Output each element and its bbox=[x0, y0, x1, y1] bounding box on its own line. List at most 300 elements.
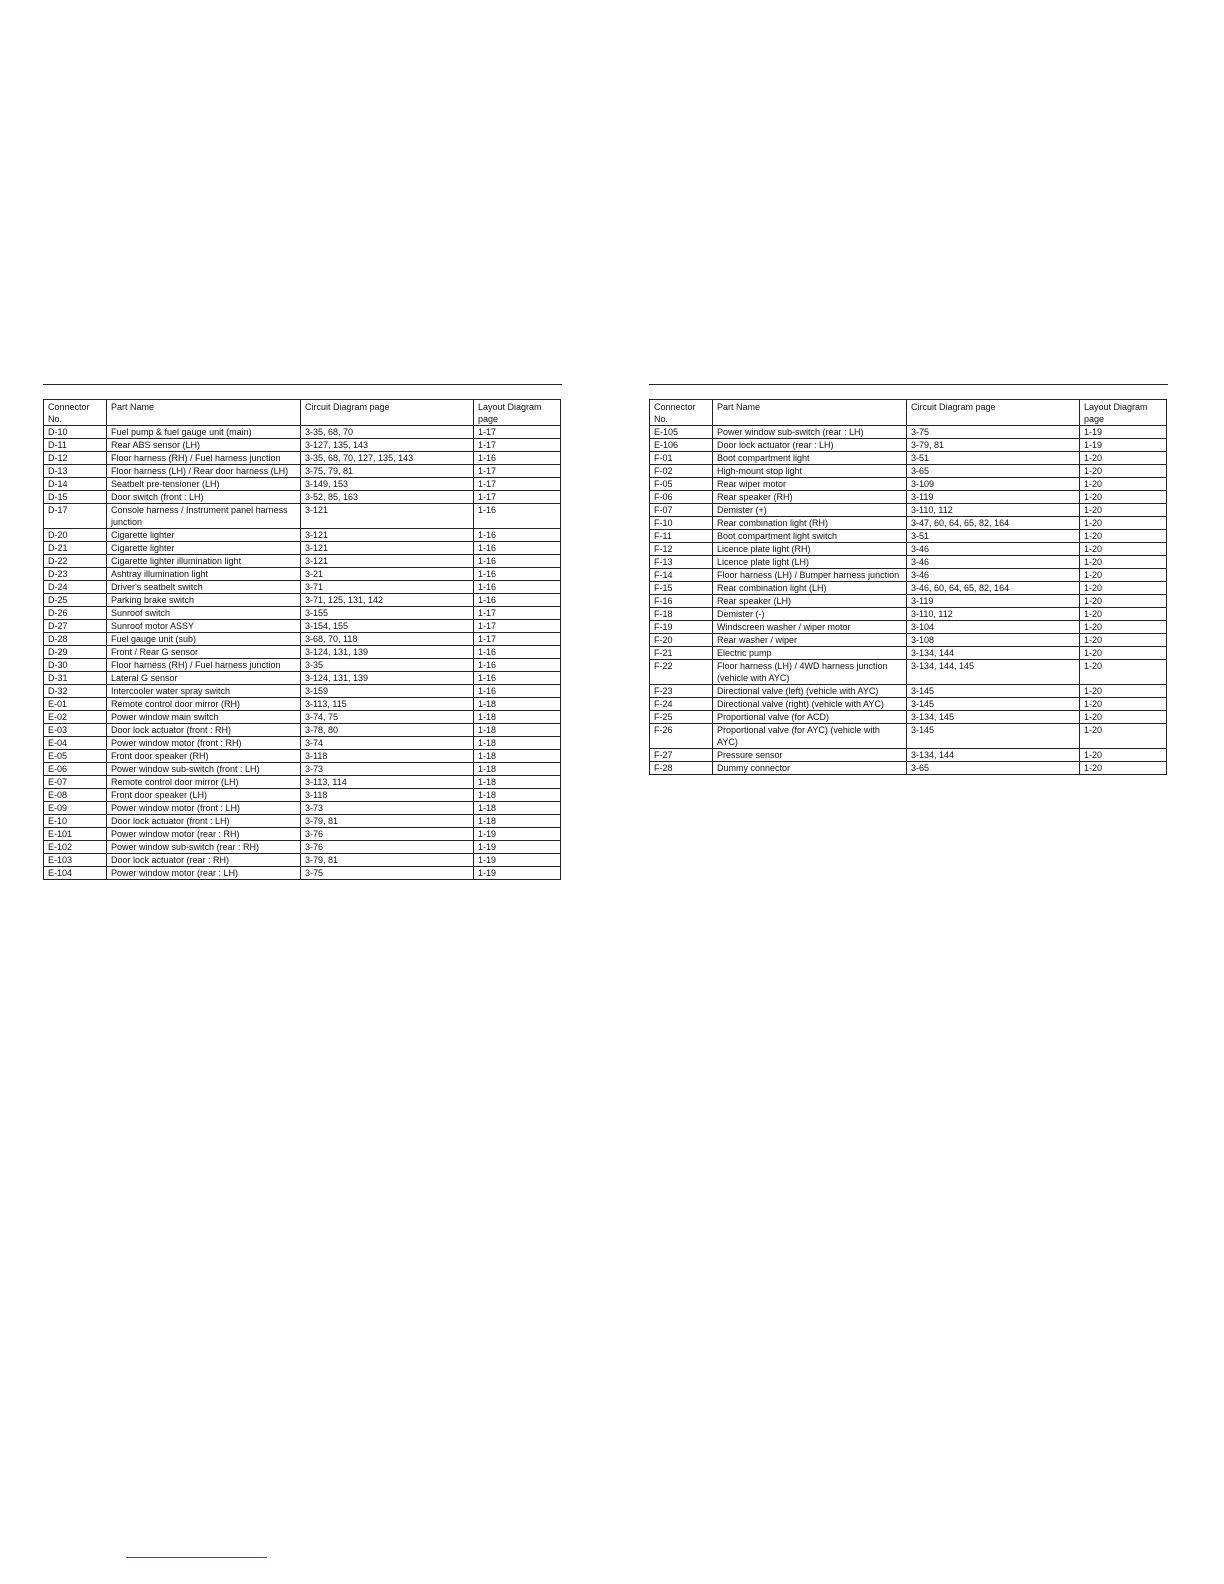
header-part-name: Part Name bbox=[713, 400, 907, 426]
layout-diagram-page-cell: 1-20 bbox=[1080, 749, 1167, 762]
circuit-diagram-page-cell: 3-155 bbox=[301, 607, 474, 620]
layout-diagram-page-cell: 1-19 bbox=[474, 841, 561, 854]
circuit-diagram-page-cell: 3-134, 144, 145 bbox=[907, 660, 1080, 685]
header-part-name: Part Name bbox=[107, 400, 301, 426]
connector-no-cell: F-14 bbox=[650, 569, 713, 582]
layout-diagram-page-cell: 1-19 bbox=[474, 828, 561, 841]
part-name-cell: Windscreen washer / wiper motor bbox=[713, 621, 907, 634]
connector-no-cell: F-23 bbox=[650, 685, 713, 698]
layout-diagram-page-cell: 1-18 bbox=[474, 711, 561, 724]
part-name-cell: Door lock actuator (rear : LH) bbox=[713, 439, 907, 452]
connector-no-cell: F-20 bbox=[650, 634, 713, 647]
connector-no-cell: F-15 bbox=[650, 582, 713, 595]
part-name-cell: Proportional valve (for ACD) bbox=[713, 711, 907, 724]
part-name-cell: Power window motor (front : RH) bbox=[107, 737, 301, 750]
circuit-diagram-page-cell: 3-134, 145 bbox=[907, 711, 1080, 724]
connector-no-cell: F-16 bbox=[650, 595, 713, 608]
part-name-cell: Door lock actuator (front : RH) bbox=[107, 724, 301, 737]
part-name-cell: Parking brake switch bbox=[107, 594, 301, 607]
connector-no-cell: E-04 bbox=[44, 737, 107, 750]
connector-no-cell: F-22 bbox=[650, 660, 713, 685]
header-layout-diagram-page: Layout Diagram page bbox=[474, 400, 561, 426]
circuit-diagram-page-cell: 3-124, 131, 139 bbox=[301, 646, 474, 659]
part-name-cell: Licence plate light (LH) bbox=[713, 556, 907, 569]
connector-no-cell: D-13 bbox=[44, 465, 107, 478]
footer-link-underline[interactable] bbox=[126, 1557, 267, 1558]
layout-diagram-page-cell: 1-20 bbox=[1080, 556, 1167, 569]
connector-no-cell: E-06 bbox=[44, 763, 107, 776]
table-row bbox=[44, 685, 561, 698]
part-name-cell: Rear wiper motor bbox=[713, 478, 907, 491]
circuit-diagram-page-cell: 3-79, 81 bbox=[301, 815, 474, 828]
table-row bbox=[650, 595, 1167, 608]
circuit-diagram-page-cell: 3-149, 153 bbox=[301, 478, 474, 491]
connector-no-cell: D-22 bbox=[44, 555, 107, 568]
part-name-cell: Front door speaker (RH) bbox=[107, 750, 301, 763]
table-row bbox=[44, 568, 561, 581]
part-name-cell: Power window motor (rear : LH) bbox=[107, 867, 301, 880]
part-name-cell: Rear combination light (LH) bbox=[713, 582, 907, 595]
circuit-diagram-page-cell: 3-109 bbox=[907, 478, 1080, 491]
header-circuit-diagram-page: Circuit Diagram page bbox=[301, 400, 474, 426]
circuit-diagram-page-cell: 3-121 bbox=[301, 529, 474, 542]
circuit-diagram-page-cell: 3-35 bbox=[301, 659, 474, 672]
table-header-row bbox=[650, 400, 1167, 426]
table-row bbox=[44, 802, 561, 815]
table-row bbox=[44, 478, 561, 491]
connector-no-cell: F-24 bbox=[650, 698, 713, 711]
header-layout-diagram-page: Layout Diagram page bbox=[1080, 400, 1167, 426]
part-name-cell: Cigarette lighter bbox=[107, 529, 301, 542]
connector-no-cell: F-12 bbox=[650, 543, 713, 556]
table-row bbox=[44, 504, 561, 529]
part-name-cell: Proportional valve (for AYC) (vehicle with AYC) bbox=[713, 724, 907, 749]
layout-diagram-page-cell: 1-20 bbox=[1080, 685, 1167, 698]
layout-diagram-page-cell: 1-20 bbox=[1080, 517, 1167, 530]
connector-no-cell: E-09 bbox=[44, 802, 107, 815]
table-row bbox=[44, 854, 561, 867]
connector-no-cell: F-18 bbox=[650, 608, 713, 621]
layout-diagram-page-cell: 1-18 bbox=[474, 802, 561, 815]
part-name-cell: High-mount stop light bbox=[713, 465, 907, 478]
layout-diagram-page-cell: 1-16 bbox=[474, 685, 561, 698]
layout-diagram-page-cell: 1-18 bbox=[474, 737, 561, 750]
table-row bbox=[44, 594, 561, 607]
table-row bbox=[650, 491, 1167, 504]
layout-diagram-page-cell: 1-20 bbox=[1080, 724, 1167, 749]
layout-diagram-page-cell: 1-20 bbox=[1080, 634, 1167, 647]
circuit-diagram-page-cell: 3-75, 79, 81 bbox=[301, 465, 474, 478]
table-row bbox=[44, 542, 561, 555]
layout-diagram-page-cell: 1-17 bbox=[474, 633, 561, 646]
connector-no-cell: F-01 bbox=[650, 452, 713, 465]
layout-diagram-page-cell: 1-16 bbox=[474, 568, 561, 581]
connector-no-cell: F-26 bbox=[650, 724, 713, 749]
circuit-diagram-page-cell: 3-154, 155 bbox=[301, 620, 474, 633]
connector-no-cell: E-05 bbox=[44, 750, 107, 763]
part-name-cell: Front door speaker (LH) bbox=[107, 789, 301, 802]
part-name-cell: Intercooler water spray switch bbox=[107, 685, 301, 698]
connector-no-cell: D-25 bbox=[44, 594, 107, 607]
layout-diagram-page-cell: 1-16 bbox=[474, 452, 561, 465]
part-name-cell: Lateral G sensor bbox=[107, 672, 301, 685]
part-name-cell: Power window main switch bbox=[107, 711, 301, 724]
layout-diagram-page-cell: 1-18 bbox=[474, 698, 561, 711]
table-row bbox=[44, 439, 561, 452]
connector-no-cell: D-26 bbox=[44, 607, 107, 620]
table-row bbox=[44, 724, 561, 737]
table-row bbox=[650, 698, 1167, 711]
connector-no-cell: D-14 bbox=[44, 478, 107, 491]
part-name-cell: Directional valve (left) (vehicle with AYC) bbox=[713, 685, 907, 698]
layout-diagram-page-cell: 1-17 bbox=[474, 607, 561, 620]
table-row bbox=[44, 426, 561, 439]
part-name-cell: Cigarette lighter bbox=[107, 542, 301, 555]
part-name-cell: Floor harness (LH) / Rear door harness (LH) bbox=[107, 465, 301, 478]
layout-diagram-page-cell: 1-18 bbox=[474, 750, 561, 763]
layout-diagram-page-cell: 1-20 bbox=[1080, 582, 1167, 595]
table-row bbox=[650, 685, 1167, 698]
table-row bbox=[650, 634, 1167, 647]
circuit-diagram-page-cell: 3-71, 125, 131, 142 bbox=[301, 594, 474, 607]
part-name-cell: Power window sub-switch (front : LH) bbox=[107, 763, 301, 776]
part-name-cell: Rear washer / wiper bbox=[713, 634, 907, 647]
connector-no-cell: E-08 bbox=[44, 789, 107, 802]
table-row bbox=[650, 556, 1167, 569]
part-name-cell: Floor harness (RH) / Fuel harness junction bbox=[107, 452, 301, 465]
part-name-cell: Power window motor (rear : RH) bbox=[107, 828, 301, 841]
table-row bbox=[44, 776, 561, 789]
table-row bbox=[44, 465, 561, 478]
connector-no-cell: D-31 bbox=[44, 672, 107, 685]
table-row bbox=[44, 620, 561, 633]
circuit-diagram-page-cell: 3-104 bbox=[907, 621, 1080, 634]
circuit-diagram-page-cell: 3-47, 60, 64, 65, 82, 164 bbox=[907, 517, 1080, 530]
table-row bbox=[650, 608, 1167, 621]
connector-no-cell: E-104 bbox=[44, 867, 107, 880]
layout-diagram-page-cell: 1-20 bbox=[1080, 530, 1167, 543]
layout-diagram-page-cell: 1-16 bbox=[474, 529, 561, 542]
part-name-cell: Floor harness (RH) / Fuel harness junction bbox=[107, 659, 301, 672]
layout-diagram-page-cell: 1-19 bbox=[1080, 439, 1167, 452]
table-row bbox=[650, 749, 1167, 762]
part-name-cell: Sunroof switch bbox=[107, 607, 301, 620]
layout-diagram-page-cell: 1-20 bbox=[1080, 608, 1167, 621]
layout-diagram-page-cell: 1-16 bbox=[474, 594, 561, 607]
connector-no-cell: D-15 bbox=[44, 491, 107, 504]
part-name-cell: Console harness / Instrument panel harness junction bbox=[107, 504, 301, 529]
part-name-cell: Power window motor (front : LH) bbox=[107, 802, 301, 815]
circuit-diagram-page-cell: 3-76 bbox=[301, 828, 474, 841]
connector-no-cell: F-13 bbox=[650, 556, 713, 569]
table-row bbox=[650, 762, 1167, 775]
part-name-cell: Rear speaker (RH) bbox=[713, 491, 907, 504]
layout-diagram-page-cell: 1-18 bbox=[474, 815, 561, 828]
table-row bbox=[650, 621, 1167, 634]
circuit-diagram-page-cell: 3-79, 81 bbox=[301, 854, 474, 867]
circuit-diagram-page-cell: 3-134, 144 bbox=[907, 647, 1080, 660]
table-row bbox=[650, 569, 1167, 582]
connector-no-cell: F-07 bbox=[650, 504, 713, 517]
circuit-diagram-page-cell: 3-108 bbox=[907, 634, 1080, 647]
connector-no-cell: E-105 bbox=[650, 426, 713, 439]
table-header-row bbox=[44, 400, 561, 426]
part-name-cell: Power window sub-switch (rear : RH) bbox=[107, 841, 301, 854]
top-rule-right bbox=[649, 384, 1168, 385]
circuit-diagram-page-cell: 3-145 bbox=[907, 685, 1080, 698]
header-circuit-diagram-page: Circuit Diagram page bbox=[907, 400, 1080, 426]
connector-no-cell: F-06 bbox=[650, 491, 713, 504]
part-name-cell: Directional valve (right) (vehicle with AYC) bbox=[713, 698, 907, 711]
layout-diagram-page-cell: 1-16 bbox=[474, 504, 561, 529]
connector-no-cell: D-32 bbox=[44, 685, 107, 698]
circuit-diagram-page-cell: 3-124, 131, 139 bbox=[301, 672, 474, 685]
circuit-diagram-page-cell: 3-134, 144 bbox=[907, 749, 1080, 762]
layout-diagram-page-cell: 1-16 bbox=[474, 672, 561, 685]
connector-no-cell: D-27 bbox=[44, 620, 107, 633]
circuit-diagram-page-cell: 3-51 bbox=[907, 530, 1080, 543]
circuit-diagram-page-cell: 3-74 bbox=[301, 737, 474, 750]
connector-no-cell: F-21 bbox=[650, 647, 713, 660]
part-name-cell: Floor harness (LH) / Bumper harness junction bbox=[713, 569, 907, 582]
table-row bbox=[650, 530, 1167, 543]
layout-diagram-page-cell: 1-20 bbox=[1080, 595, 1167, 608]
layout-diagram-page-cell: 1-20 bbox=[1080, 762, 1167, 775]
circuit-diagram-page-cell: 3-52, 85, 163 bbox=[301, 491, 474, 504]
circuit-diagram-page-cell: 3-145 bbox=[907, 698, 1080, 711]
layout-diagram-page-cell: 1-20 bbox=[1080, 491, 1167, 504]
table-row bbox=[44, 633, 561, 646]
table-row bbox=[650, 711, 1167, 724]
circuit-diagram-page-cell: 3-73 bbox=[301, 763, 474, 776]
part-name-cell: Cigarette lighter illumination light bbox=[107, 555, 301, 568]
connector-no-cell: F-28 bbox=[650, 762, 713, 775]
layout-diagram-page-cell: 1-17 bbox=[474, 491, 561, 504]
connector-no-cell: D-30 bbox=[44, 659, 107, 672]
part-name-cell: Licence plate light (RH) bbox=[713, 543, 907, 556]
connector-no-cell: D-12 bbox=[44, 452, 107, 465]
connector-no-cell: F-19 bbox=[650, 621, 713, 634]
part-name-cell: Sunroof motor ASSY bbox=[107, 620, 301, 633]
header-connector-no: Connector No. bbox=[650, 400, 713, 426]
circuit-diagram-page-cell: 3-110, 112 bbox=[907, 504, 1080, 517]
circuit-diagram-page-cell: 3-110, 112 bbox=[907, 608, 1080, 621]
table-row bbox=[650, 439, 1167, 452]
layout-diagram-page-cell: 1-19 bbox=[1080, 426, 1167, 439]
circuit-diagram-page-cell: 3-71 bbox=[301, 581, 474, 594]
table-row bbox=[650, 647, 1167, 660]
layout-diagram-page-cell: 1-18 bbox=[474, 789, 561, 802]
table-row bbox=[44, 841, 561, 854]
circuit-diagram-page-cell: 3-76 bbox=[301, 841, 474, 854]
table-row bbox=[44, 646, 561, 659]
connector-no-cell: E-103 bbox=[44, 854, 107, 867]
circuit-diagram-page-cell: 3-65 bbox=[907, 762, 1080, 775]
layout-diagram-page-cell: 1-17 bbox=[474, 439, 561, 452]
circuit-diagram-page-cell: 3-46, 60, 64, 65, 82, 164 bbox=[907, 582, 1080, 595]
layout-diagram-page-cell: 1-16 bbox=[474, 542, 561, 555]
layout-diagram-page-cell: 1-16 bbox=[474, 555, 561, 568]
part-name-cell: Rear ABS sensor (LH) bbox=[107, 439, 301, 452]
circuit-diagram-page-cell: 3-46 bbox=[907, 569, 1080, 582]
connector-no-cell: F-05 bbox=[650, 478, 713, 491]
layout-diagram-page-cell: 1-18 bbox=[474, 776, 561, 789]
table-row bbox=[44, 763, 561, 776]
layout-diagram-page-cell: 1-18 bbox=[474, 763, 561, 776]
table-row bbox=[44, 750, 561, 763]
connector-no-cell: F-25 bbox=[650, 711, 713, 724]
connector-table-right bbox=[649, 399, 1167, 775]
connector-no-cell: F-11 bbox=[650, 530, 713, 543]
circuit-diagram-page-cell: 3-75 bbox=[907, 426, 1080, 439]
layout-diagram-page-cell: 1-19 bbox=[474, 854, 561, 867]
connector-no-cell: E-03 bbox=[44, 724, 107, 737]
circuit-diagram-page-cell: 3-159 bbox=[301, 685, 474, 698]
layout-diagram-page-cell: 1-20 bbox=[1080, 660, 1167, 685]
table-row bbox=[650, 478, 1167, 491]
layout-diagram-page-cell: 1-20 bbox=[1080, 478, 1167, 491]
circuit-diagram-page-cell: 3-35, 68, 70, 127, 135, 143 bbox=[301, 452, 474, 465]
connector-no-cell: D-10 bbox=[44, 426, 107, 439]
layout-diagram-page-cell: 1-17 bbox=[474, 620, 561, 633]
circuit-diagram-page-cell: 3-74, 75 bbox=[301, 711, 474, 724]
part-name-cell: Rear combination light (RH) bbox=[713, 517, 907, 530]
circuit-diagram-page-cell: 3-121 bbox=[301, 542, 474, 555]
circuit-diagram-page-cell: 3-145 bbox=[907, 724, 1080, 749]
circuit-diagram-page-cell: 3-51 bbox=[907, 452, 1080, 465]
table-row bbox=[650, 504, 1167, 517]
circuit-diagram-page-cell: 3-113, 114 bbox=[301, 776, 474, 789]
circuit-diagram-page-cell: 3-46 bbox=[907, 556, 1080, 569]
connector-no-cell: F-27 bbox=[650, 749, 713, 762]
connector-no-cell: D-28 bbox=[44, 633, 107, 646]
table-row bbox=[44, 529, 561, 542]
layout-diagram-page-cell: 1-20 bbox=[1080, 647, 1167, 660]
layout-diagram-page-cell: 1-17 bbox=[474, 478, 561, 491]
part-name-cell: Fuel gauge unit (sub) bbox=[107, 633, 301, 646]
table-row bbox=[44, 581, 561, 594]
part-name-cell: Boot compartment light bbox=[713, 452, 907, 465]
connector-no-cell: E-02 bbox=[44, 711, 107, 724]
circuit-diagram-page-cell: 3-127, 135, 143 bbox=[301, 439, 474, 452]
layout-diagram-page-cell: 1-16 bbox=[474, 646, 561, 659]
circuit-diagram-page-cell: 3-118 bbox=[301, 789, 474, 802]
connector-no-cell: D-21 bbox=[44, 542, 107, 555]
table-row bbox=[650, 724, 1167, 749]
connector-no-cell: E-10 bbox=[44, 815, 107, 828]
table-row bbox=[44, 867, 561, 880]
table-row bbox=[650, 582, 1167, 595]
part-name-cell: Remote control door mirror (RH) bbox=[107, 698, 301, 711]
circuit-diagram-page-cell: 3-65 bbox=[907, 465, 1080, 478]
table-row bbox=[44, 737, 561, 750]
table-row bbox=[44, 711, 561, 724]
table-row bbox=[44, 659, 561, 672]
table-row bbox=[650, 426, 1167, 439]
connector-no-cell: E-101 bbox=[44, 828, 107, 841]
part-name-cell: Front / Rear G sensor bbox=[107, 646, 301, 659]
table-row bbox=[44, 607, 561, 620]
table-row bbox=[44, 672, 561, 685]
connector-no-cell: D-29 bbox=[44, 646, 107, 659]
part-name-cell: Demister (+) bbox=[713, 504, 907, 517]
connector-no-cell: E-102 bbox=[44, 841, 107, 854]
connector-no-cell: E-106 bbox=[650, 439, 713, 452]
circuit-diagram-page-cell: 3-46 bbox=[907, 543, 1080, 556]
part-name-cell: Fuel pump & fuel gauge unit (main) bbox=[107, 426, 301, 439]
circuit-diagram-page-cell: 3-121 bbox=[301, 504, 474, 529]
connector-no-cell: D-17 bbox=[44, 504, 107, 529]
part-name-cell: Seatbelt pre-tensioner (LH) bbox=[107, 478, 301, 491]
circuit-diagram-page-cell: 3-118 bbox=[301, 750, 474, 763]
part-name-cell: Ashtray illumination light bbox=[107, 568, 301, 581]
table-row bbox=[650, 465, 1167, 478]
circuit-diagram-page-cell: 3-121 bbox=[301, 555, 474, 568]
top-rule-left bbox=[43, 384, 562, 385]
part-name-cell: Door lock actuator (rear : RH) bbox=[107, 854, 301, 867]
circuit-diagram-page-cell: 3-68, 70, 118 bbox=[301, 633, 474, 646]
layout-diagram-page-cell: 1-20 bbox=[1080, 621, 1167, 634]
layout-diagram-page-cell: 1-20 bbox=[1080, 504, 1167, 517]
part-name-cell: Power window sub-switch (rear : LH) bbox=[713, 426, 907, 439]
part-name-cell: Door lock actuator (front : LH) bbox=[107, 815, 301, 828]
table-row bbox=[650, 517, 1167, 530]
layout-diagram-page-cell: 1-16 bbox=[474, 659, 561, 672]
circuit-diagram-page-cell: 3-79, 81 bbox=[907, 439, 1080, 452]
circuit-diagram-page-cell: 3-119 bbox=[907, 595, 1080, 608]
connector-no-cell: D-11 bbox=[44, 439, 107, 452]
circuit-diagram-page-cell: 3-119 bbox=[907, 491, 1080, 504]
layout-diagram-page-cell: 1-17 bbox=[474, 465, 561, 478]
layout-diagram-page-cell: 1-20 bbox=[1080, 452, 1167, 465]
header-connector-no: Connector No. bbox=[44, 400, 107, 426]
part-name-cell: Door switch (front : LH) bbox=[107, 491, 301, 504]
table-row bbox=[44, 828, 561, 841]
connector-no-cell: E-07 bbox=[44, 776, 107, 789]
part-name-cell: Electric pump bbox=[713, 647, 907, 660]
table-row bbox=[44, 789, 561, 802]
table-row bbox=[44, 698, 561, 711]
layout-diagram-page-cell: 1-20 bbox=[1080, 465, 1167, 478]
part-name-cell: Boot compartment light switch bbox=[713, 530, 907, 543]
table-row bbox=[650, 452, 1167, 465]
layout-diagram-page-cell: 1-20 bbox=[1080, 698, 1167, 711]
layout-diagram-page-cell: 1-17 bbox=[474, 426, 561, 439]
part-name-cell: Dummy connector bbox=[713, 762, 907, 775]
connector-no-cell: D-24 bbox=[44, 581, 107, 594]
connector-table-left bbox=[43, 399, 561, 880]
table-row bbox=[44, 452, 561, 465]
layout-diagram-page-cell: 1-20 bbox=[1080, 543, 1167, 556]
part-name-cell: Driver's seatbelt switch bbox=[107, 581, 301, 594]
connector-no-cell: D-20 bbox=[44, 529, 107, 542]
connector-no-cell: D-23 bbox=[44, 568, 107, 581]
layout-diagram-page-cell: 1-16 bbox=[474, 581, 561, 594]
layout-diagram-page-cell: 1-19 bbox=[474, 867, 561, 880]
part-name-cell: Demister (-) bbox=[713, 608, 907, 621]
connector-no-cell: F-10 bbox=[650, 517, 713, 530]
part-name-cell: Rear speaker (LH) bbox=[713, 595, 907, 608]
table-row bbox=[650, 543, 1167, 556]
table-row bbox=[44, 555, 561, 568]
part-name-cell: Floor harness (LH) / 4WD harness junction (vehicle with AYC) bbox=[713, 660, 907, 685]
circuit-diagram-page-cell: 3-75 bbox=[301, 867, 474, 880]
circuit-diagram-page-cell: 3-113, 115 bbox=[301, 698, 474, 711]
layout-diagram-page-cell: 1-20 bbox=[1080, 711, 1167, 724]
circuit-diagram-page-cell: 3-78, 80 bbox=[301, 724, 474, 737]
table-row bbox=[650, 660, 1167, 685]
connector-no-cell: F-02 bbox=[650, 465, 713, 478]
